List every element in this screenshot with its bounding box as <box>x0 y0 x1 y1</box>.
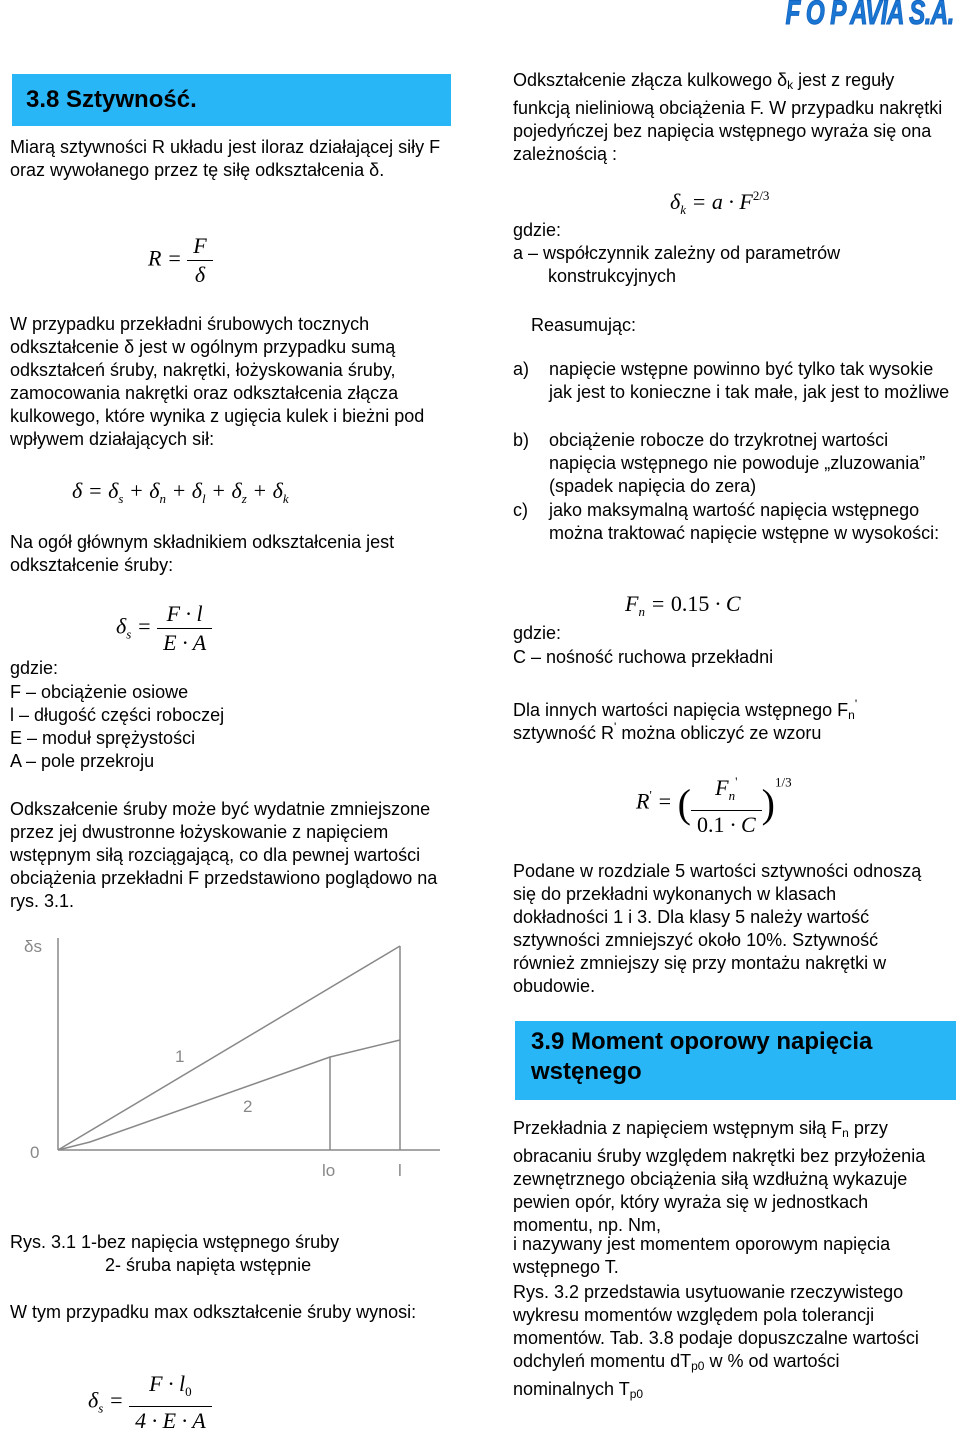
figure-x-tick-l0-label: lo <box>322 1161 336 1180</box>
figure-line-2 <box>58 1040 400 1150</box>
list-item-c: c) jako maksymalną wartość napięcia wstępnego można traktować napięcie wstępne w wysokości: <box>513 500 940 543</box>
other-preload-paragraph-line-1: Dla innych wartości napięcia wstępnego Fn' <box>513 697 858 722</box>
list-item-b: b) obciążenie robocze do trzykrotnej wartości napięcia wstępnego nie powoduje „zluzowania” (spadek napięcia do zera) <box>513 430 926 496</box>
def-e: E – moduł sprężystości <box>10 728 196 748</box>
torque-definition-paragraph: i nazywany jest momentem oporowym napięcia wstępnego T. <box>513 1234 891 1277</box>
figure-x-tick-l-label: l <box>398 1161 402 1180</box>
list-item-a: a) napięcie wstępne powinno być tylko tak wysokie jak jest to konieczne i tak małe, jak jest to możliwe <box>513 359 950 402</box>
figure-line-2-label: 2 <box>243 1097 253 1116</box>
figure-caption-line-2: 2- śruba napięta wstępnie <box>105 1255 312 1275</box>
formula-r-equals-f-over-delta: R = $\frac{F}{\delta}$ <box>148 232 213 289</box>
figure-y-label: δs <box>24 937 42 956</box>
max-deformation-paragraph: W tym przypadku max odkształcenie śruby wynosi: <box>10 1302 417 1322</box>
ball-joint-paragraph: Odkształcenie złącza kulkowego δk jest z reguły funkcją nieliniową obciążenia F. W przypadku nakrętki pojedyńczej bez napięcia wstępnego wyraża się ona zależnością : <box>513 70 943 164</box>
figure-3-1-deformation-diagram <box>10 930 450 1185</box>
figure-origin-label: 0 <box>30 1143 40 1162</box>
formula-delta-sum: $\delta = \delta_s + \delta_n + \delta_l + \delta_z + \delta_k$ <box>72 478 289 506</box>
section-heading-stiffness: 3.8 Sztywność. <box>12 74 451 126</box>
formula-fn: $F_n = 0.15 \cdot C$ <box>625 591 741 619</box>
formula-delta-s-max: $\delta_s$ = $\frac{F \cdot l_0}{4 \cdot E \cdot A}$ <box>88 1370 212 1435</box>
intro-paragraph: Miarą sztywności R układu jest iloraz działającej siły F oraz wywołanego przez tę siłę odkształcenia δ. <box>10 137 441 180</box>
def-coefficient-a: a – współczynnik zależny od parametrów <box>513 243 841 263</box>
formula-delta-k: $\delta_k = a \cdot F^{2/3}$ <box>670 188 770 217</box>
formula-r-prime: R' = ( $\frac{F_n'}{0.1 \cdot C}$ )$^{1/3}$ <box>636 768 792 839</box>
other-preload-paragraph-line-2: sztywność R' można obliczyć ze wzoru <box>513 720 822 743</box>
figure-caption-line-1: Rys. 3.1 1-bez napięcia wstępnego śruby <box>10 1232 340 1252</box>
company-logo: F O P AVIA S.A. <box>785 0 954 32</box>
gdzie-label-right-1: gdzie: <box>513 220 562 240</box>
accuracy-class-paragraph: Podane w rozdziale 5 wartości sztywności odnoszą się do przekładni wykonanych w klasach dokładności 1 i 3. Dla klasy 5 należy wartość sztywności zmniejszyć około 10%. Sztywność również zmniejszy się przy montażu nakrętki w obudowie. <box>513 861 922 996</box>
def-a: A – pole przekroju <box>10 751 155 771</box>
def-l: l – długość części roboczej <box>10 705 225 725</box>
gdzie-label-left: gdzie: <box>10 658 59 678</box>
def-c: C – nośność ruchowa przekładni <box>513 647 774 667</box>
formula-delta-s: $\delta_s$ = $\frac{F \cdot l}{E \cdot A}$ <box>116 600 212 657</box>
preload-paragraph: Odkszałcenie śruby może być wydatnie zmniejszone przez jej dwustronne łożyskowanie z napięciem wstępnym siłą rozciągającą, co dla pewnej wartości obciążenia przekładni F przedstawiono poglądowo na rys. 3.1. <box>10 799 438 911</box>
preload-torque-paragraph: Przekładnia z napięciem wstępnym siłą Fn przy obracaniu śruby względem nakrętki bez przyłożenia zewnętrznego obciążenia siłą wzdłużną wykazuje pewien opór, który wyraża się w jednostkach momentu, np. Nm, <box>513 1118 926 1235</box>
def-coefficient-a-cont: konstrukcyjnych <box>548 266 677 286</box>
main-component-paragraph: Na ogół głównym składnikiem odkształcenia jest odkształcenie śruby: <box>10 532 395 575</box>
deformation-sum-paragraph: W przypadku przekładni śrubowych tocznych odkształcenie δ jest w ogólnym przypadku sumą odkształceń śruby, nakrętki, łożyskowania śruby, zamocowania nakrętki oraz odkształcenia złącza kulkowego, które wynika z ugięcia kulek i bieżni pod wpływem działających sił: <box>10 314 425 449</box>
torque-tolerance-paragraph: Rys. 3.2 przedstawia usytuowanie rzeczywistego wykresu momentów względem pola tolerancji momentów. Tab. 3.8 podaje dopuszczalne wartości odchyleń momentu dTp0 w % od wartości nominalnych Tp0 <box>513 1282 919 1401</box>
section-heading-preload-torque: 3.9 Moment oporowy napięcia wstęnego <box>515 1021 956 1100</box>
summary-label: Reasumując: <box>531 315 637 335</box>
figure-line-1 <box>58 946 400 1150</box>
gdzie-label-right-2: gdzie: <box>513 623 562 643</box>
def-f: F – obciążenie osiowe <box>10 682 189 702</box>
figure-line-1-label: 1 <box>175 1047 185 1066</box>
